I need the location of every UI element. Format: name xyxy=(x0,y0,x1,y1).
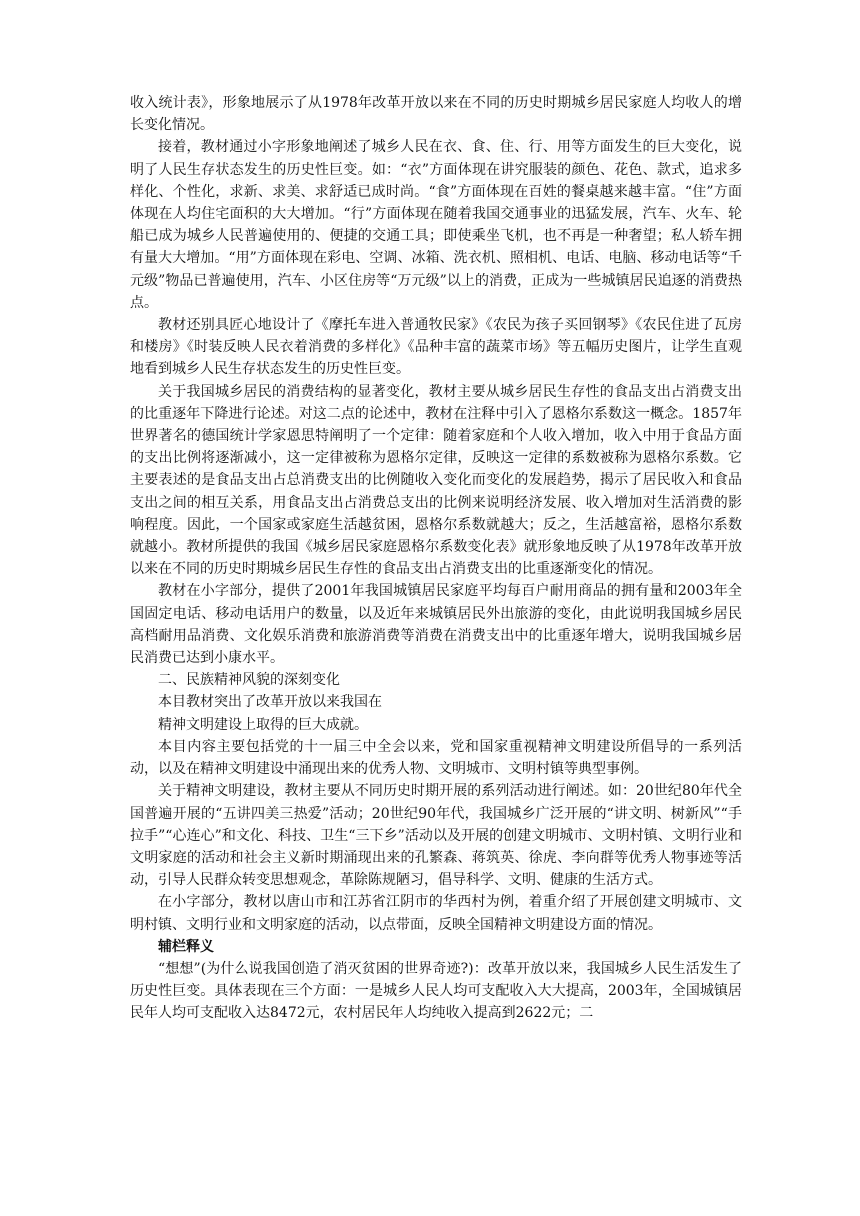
paragraph-spiritual-civilization-intro-2: 精神文明建设上取得的巨大成就。 xyxy=(158,716,368,733)
paragraph-think-about-it: “想想”(为什么说我国创造了消灭贫困的世界奇迹?)：改革开放以来，我国城乡人民生活发生了历史性巨变。具体表现在三个方面：一是城乡人民人均可支配收入大大提高，2003年，全国城镇居民年人均可支配收入达8472元，农村居民年人均纯收入提高到2622元；二 xyxy=(130,960,742,1022)
paragraph-spiritual-civilization-intro-1: 本目教材突出了改革开放以来我国在 xyxy=(158,694,382,711)
paragraph-activities: 关于精神文明建设，教材主要从不同历史时期开展的系列活动进行阐述。如：20世纪80年代全国普遍开展的“五讲四美三热爱”活动；20世纪90年代，我国城乡广泛开展的“讲文明、树新风”“手拉手”“心连心”和文化、科技、卫生“三下乡”活动以及开展的创建文明城市、文明村镇、文明行业和文明家庭的活动和社会主义新时期涌现出来的孔繁森、蒋筑英、徐虎、李向群等优秀人物事迹等活动，引导人民群众转变思想观念，革除陈规陋习，倡导科学、文明、健康的生活方式。 xyxy=(130,783,742,889)
paragraph-durable-goods: 教材在小字部分，提供了2001年我国城镇居民家庭平均每百户耐用商品的拥有量和2003年全国固定电话、移动电话用户的数量，以及近年来城镇居民外出旅游的变化，由此说明我国城乡居民高档耐用品消费、文化娱乐消费和旅游消费等消费在消费支出中的比重逐年增大，说明我国城乡居民消费已达到小康水平。 xyxy=(130,583,742,667)
paragraph-examples: 在小字部分，教材以唐山市和江苏省江阴市的华西村为例，着重介绍了开展创建文明城市、文明村镇、文明行业和文明家庭的活动，以点带面，反映全国精神文明建设方面的情况。 xyxy=(130,894,742,933)
section-heading-sidebar-notes: 辅栏释义 xyxy=(158,938,214,955)
paragraph-income-table: 收入统计表》，形象地展示了从1978年改革开放以来在不同的历史时期城乡居民家庭人均收人的增长变化情况。 xyxy=(130,95,742,134)
section-heading-national-spirit: 二、民族精神风貌的深刻变化 xyxy=(158,672,340,689)
paragraph-main-content: 本目内容主要包括党的十一届三中全会以来，党和国家重视精神文明建设所倡导的一系列活动，以及在精神文明建设中涌现出来的优秀人物、文明城市、文明村镇等典型事例。 xyxy=(130,738,742,778)
paragraph-engel-coefficient: 关于我国城乡居民的消费结构的显著变化，教材主要从城乡居民生存性的食品支出占消费支出的比重逐年下降进行论述。对这二点的论述中，教材在注释中引入了恩格尔系数这一概念。1857年世界著名的德国统计学家恩思特阐明了一个定律：随着家庭和个人收入增加，收入中用于食品方面的支出比例将逐渐减小，这一定律被称为恩格尔定律，反映这一定律的系数被称为恩格尔系数。它主要表述的是食品支出占总消费支出的比例随收入变化而变化的发展趋势，揭示了居民收入和食品支出之间的相互关系，用食品支出占消费总支出的比例来说明经济发展、收入增加对生活消费的影响程度。因此，一个国家或家庭生活越贫困，恩格尔系数就越大；反之，生活越富裕，恩格尔系数就越小。教材所提供的我国《城乡居民家庭恩格尔系数变化表》就形象地反映了从1978年改革开放以来在不同的历史时期城乡居民生存性的食品支出占消费支出的比重逐渐变化的情况。 xyxy=(130,383,742,578)
paragraph-living-changes: 接着，教材通过小字形象地阐述了城乡人民在衣、食、住、行、用等方面发生的巨大变化，说明了人民生存状态发生的历史性巨变。如：“衣”方面体现在讲究服装的颜色、花色、款式，追求多样化、个性化，求新、求美、求舒适已成时尚。“食”方面体现在百姓的餐桌越来越丰富。“住”方面体现在人均住宅面积的大大增加。“行”方面体现在随着我国交通事业的迅猛发展，汽车、火车、轮船已成为城乡人民普遍使用的、便捷的交通工具；即使乘坐飞机，也不再是一种奢望；私人轿车拥有量大大增加。“用”方面体现在彩电、空调、冰箱、洗衣机、照相机、电话、电脑、移动电话等“千元级”物品已普遍使用，汽车、小区住房等“万元级”以上的消费，正成为一些城镇居民追逐的消费热点。 xyxy=(130,139,742,311)
document-page xyxy=(130,92,742,1025)
paragraph-historical-photos: 教材还别具匠心地设计了《摩托车进入普通牧民家》《农民为孩子买回钢琴》《农民住进了瓦房和楼房》《时装反映人民衣着消费的多样化》《品种丰富的蔬菜市场》等五幅历史图片，让学生直观地看到城乡人民生存状态发生的历史性巨变。 xyxy=(130,317,742,378)
